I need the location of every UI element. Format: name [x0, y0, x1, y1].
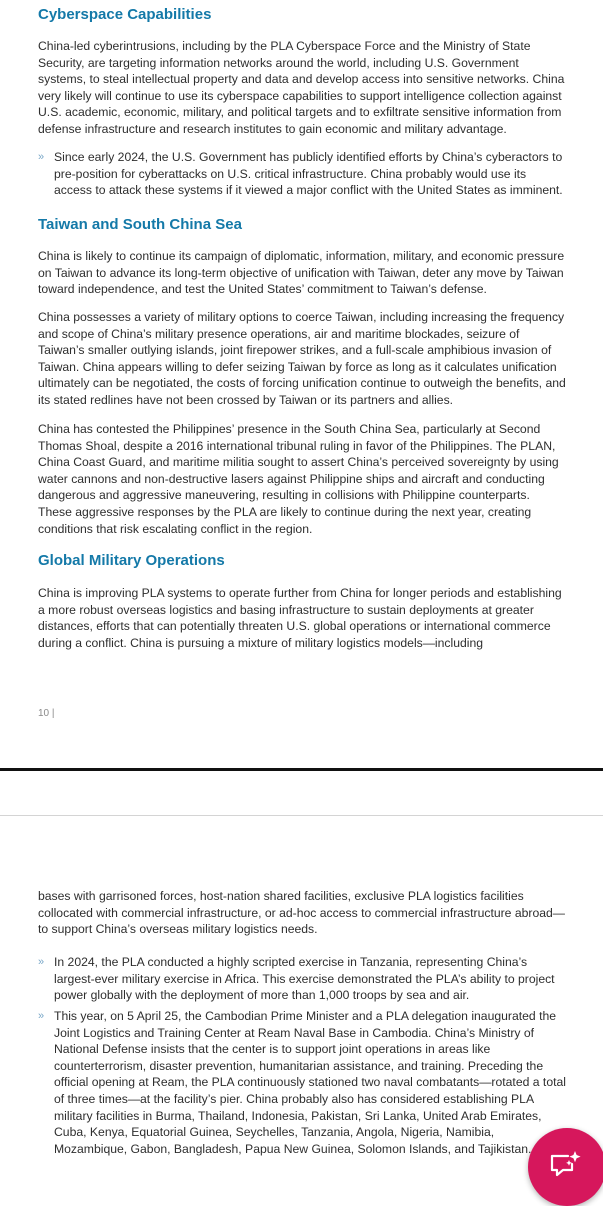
paragraph: China is likely to continue its campaign of diplomatic, information, military, and economic pressure on Taiwan to advance its long-term objective of unification with Taiwan, deter any move by Taiwan toward independence, and test the United States’ commitment to Taiwan’s defense.: [38, 249, 565, 297]
bullet-marker: »: [38, 151, 45, 163]
page-gap: [0, 771, 603, 815]
bullet-text: Since early 2024, the U.S. Government has publicly identified efforts by China’s cyberactors to pre-position for cyberattacks on U.S. critical infrastructure. China probably would use its access to attack these systems if it viewed a major conflict with the United States as imminent.: [54, 150, 563, 198]
section-heading-taiwan: Taiwan and South China Sea: [38, 216, 242, 233]
page-number: 10 |: [38, 708, 55, 719]
document-page-2: [0, 816, 603, 1200]
section-heading-cyberspace: Cyberspace Capabilities: [38, 6, 212, 23]
paragraph: China has contested the Philippines’ presence in the South China Sea, particularly at Second Thomas Shoal, despite a 2016 international tribunal ruling in favor of the Philippines. The PLAN, China Coast Guard, and maritime militia sought to assert China’s perceived sovereignty by using water cannons and non-destructive lasers against Philippine ships and aircraft and conducting dangerous and aggressive maneuvering, resulting in collisions with Philippine counterparts. These aggressive responses by the PLA are likely to continue during the next year, creating conditions that risk escalating conflict in the region.: [38, 422, 559, 536]
bullet-item: [38, 954, 566, 1004]
bullet-text: This year, on 5 April 25, the Cambodian Prime Minister and a PLA delegation inaugurated the Joint Logistics and Training Center at Ream Naval Base in Cambodia. China’s Ministry of National Defense insists that the center is to support joint operations in areas like counterterrorism, disaster prevention, humanitarian assistance, and training. Preceding the official opening at Ream, the PLA continuously stationed two naval combatants—rotated a total of three times—at the facility’s pier. China probably also has considered establishing PLA military facilities in Burma, Thailand, Indonesia, Pakistan, Sri Lanka, United Arab Emirates, Cuba, Kenya, Equatorial Guinea, Seychelles, Tanzania, Angola, Nigeria, Namibia, Mozambique, Gabon, Bangladesh, Papua New Guinea, Solomon Islands, and Tajikistan.: [54, 1009, 566, 1156]
section-heading-global-ops: Global Military Operations: [38, 552, 225, 569]
paragraph: China possesses a variety of military options to coerce Taiwan, including increasing the frequency and scope of China’s military presence operations, air and maritime blockades, seizure of Taiwan’s smaller outlying islands, joint firepower strikes, and a full-scale amphibious invasion of Taiwan. China appears willing to defer seizing Taiwan by force as long as it calculates unification ultimately can be negotiated, the costs of forcing unification continue to outweigh the benefits, and its stated redlines have not been crossed by Taiwan or its partners and allies.: [38, 310, 566, 407]
bullet-marker: »: [38, 1010, 45, 1022]
ai-chat-sparkle-icon: [548, 1150, 582, 1180]
bullet-item: [38, 149, 566, 199]
bullet-item: [38, 1008, 566, 1157]
paragraph: bases with garrisoned forces, host-nation shared facilities, exclusive PLA logistics facilities collocated with commercial infrastructure, or ad-hoc access to commercial infrastructure abroad—to support China’s overseas military logistics needs.: [38, 889, 565, 937]
ai-chat-button[interactable]: [528, 1128, 603, 1206]
bullet-marker: »: [38, 956, 45, 968]
bullet-text: In 2024, the PLA conducted a highly scripted exercise in Tanzania, representing China’s largest-ever military exercise in Africa. This exercise demonstrated the PLA’s ability to project power globally with the deployment of more than 1,000 troops by sea and air.: [54, 955, 555, 1003]
paragraph: China-led cyberintrusions, including by the PLA Cyberspace Force and the Ministry of State Security, are targeting information networks around the world, including U.S. Government systems, to steal intellectual property and data and develop access into sensitive networks. China very likely will continue to use its cyberspace capabilities to support intelligence collection against U.S. academic, economic, military, and political targets and to exfiltrate sensitive information from defense infrastructure and research institutes to gain economic and military advantage.: [38, 39, 565, 136]
paragraph: China is improving PLA systems to operate further from China for longer periods and establishing a more robust overseas logistics and basing infrastructure to sustain deployments at greater distances, efforts that can potentially threaten U.S. global operations or international commerce during a conflict. China is pursuing a mixture of military logistics models—including: [38, 586, 562, 650]
